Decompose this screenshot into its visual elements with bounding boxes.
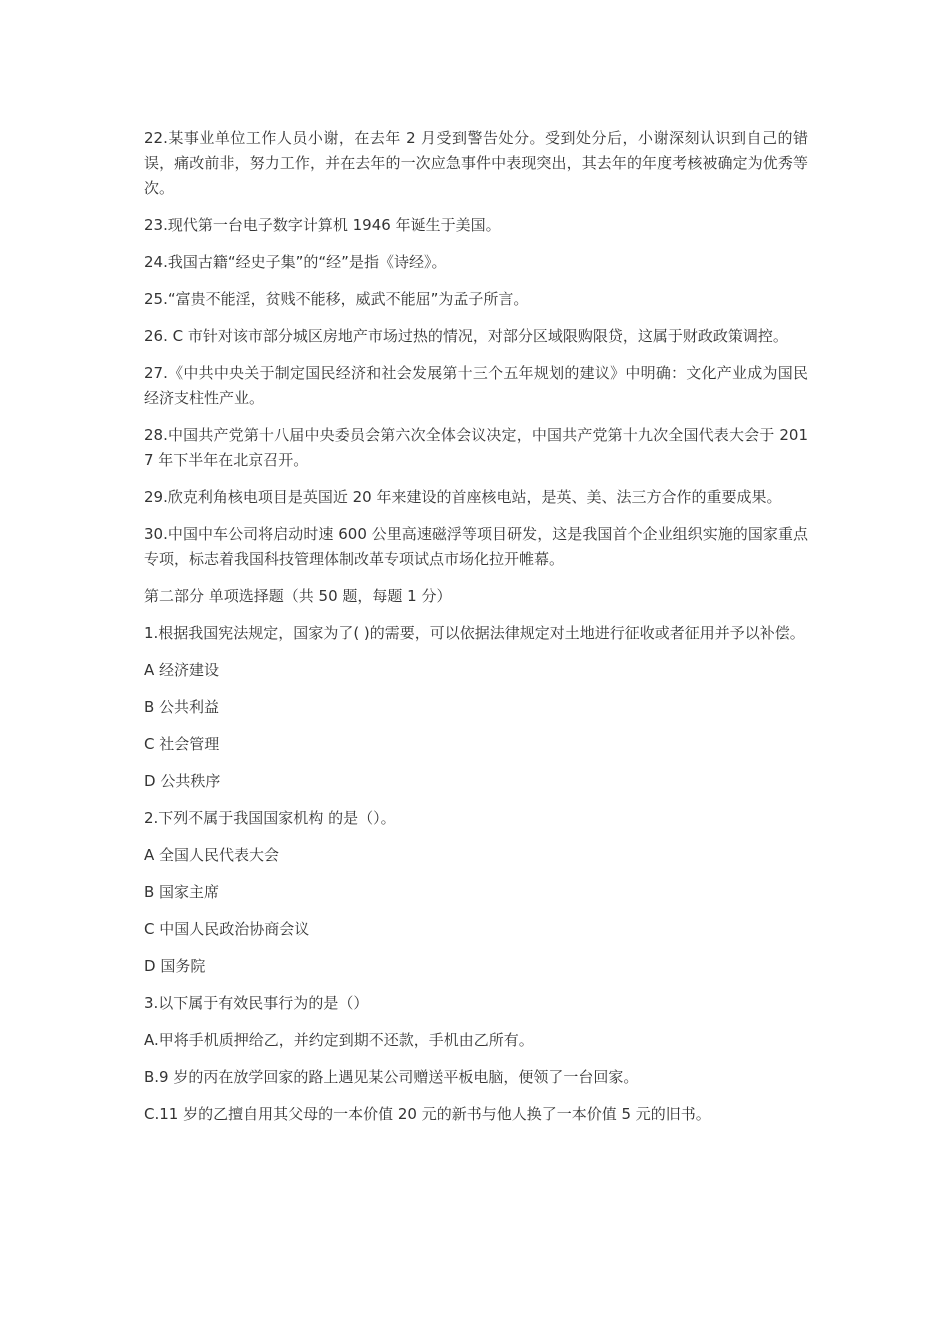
mc-option: A 全国人民代表大会 xyxy=(144,846,280,864)
question-30: 30.中国中车公司将启动时速 600 公里高速磁浮等项目研发，这是我国首个企业组织实施的国家重点专项，标志着我国科技管理体制改革专项试点市场化拉开帷幕。 xyxy=(144,525,808,568)
mc-option: D 公共秩序 xyxy=(144,772,221,790)
mc-option: B.9 岁的丙在放学回家的路上遇见某公司赠送平板电脑，便领了一台回家。 xyxy=(144,1068,639,1086)
mc-option: A 经济建设 xyxy=(144,661,220,679)
question-28: 28.中国共产党第十八届中央委员会第六次全体会议决定，中国共产党第十九次全国代表大会于 2017 年下半年在北京召开。 xyxy=(144,426,808,469)
question-23: 23.现代第一台电子数字计算机 1946 年诞生于美国。 xyxy=(144,216,501,234)
section-heading: 第二部分 单项选择题（共 50 题，每题 1 分） xyxy=(144,587,452,605)
mc-option: D 国务院 xyxy=(144,957,206,975)
mc-question-1: 1.根据我国宪法规定，国家为了( )的需要，可以依据法律规定对土地进行征收或者征用并予以补偿。 xyxy=(144,624,805,642)
mc-option: C 中国人民政治协商会议 xyxy=(144,920,310,938)
mc-question-2: 2.下列不属于我国国家机构 的是（）。 xyxy=(144,809,396,827)
mc-option: A.甲将手机质押给乙，并约定到期不还款，手机由乙所有。 xyxy=(144,1031,534,1049)
question-22: 22.某事业单位工作人员小谢，在去年 2 月受到警告处分。受到处分后，小谢深刻认识到自己的错误，痛改前非，努力工作，并在去年的一次应急事件中表现突出，其去年的年度考核被确定为优秀等次。 xyxy=(144,129,808,197)
question-26: 26. C 市针对该市部分城区房地产市场过热的情况，对部分区域限购限贷，这属于财政政策调控。 xyxy=(144,327,788,345)
document-body xyxy=(144,126,808,1139)
mc-option: B 公共利益 xyxy=(144,698,220,716)
mc-option: C 社会管理 xyxy=(144,735,220,753)
question-25: 25.“富贵不能淫，贫贱不能移，威武不能屈”为孟子所言。 xyxy=(144,290,529,308)
question-24: 24.我国古籍“经史子集”的“经”是指《诗经》。 xyxy=(144,253,447,271)
mc-option: B 国家主席 xyxy=(144,883,220,901)
mc-option: C.11 岁的乙擅自用其父母的一本价值 20 元的新书与他人换了一本价值 5 元的旧书。 xyxy=(144,1105,711,1123)
question-27: 27.《中共中央关于制定国民经济和社会发展第十三个五年规划的建议》中明确：文化产业成为国民经济支柱性产业。 xyxy=(144,364,808,407)
mc-question-3: 3.以下属于有效民事行为的是（） xyxy=(144,994,369,1012)
question-29: 29.欣克利角核电项目是英国近 20 年来建设的首座核电站，是英、美、法三方合作的重要成果。 xyxy=(144,488,782,506)
